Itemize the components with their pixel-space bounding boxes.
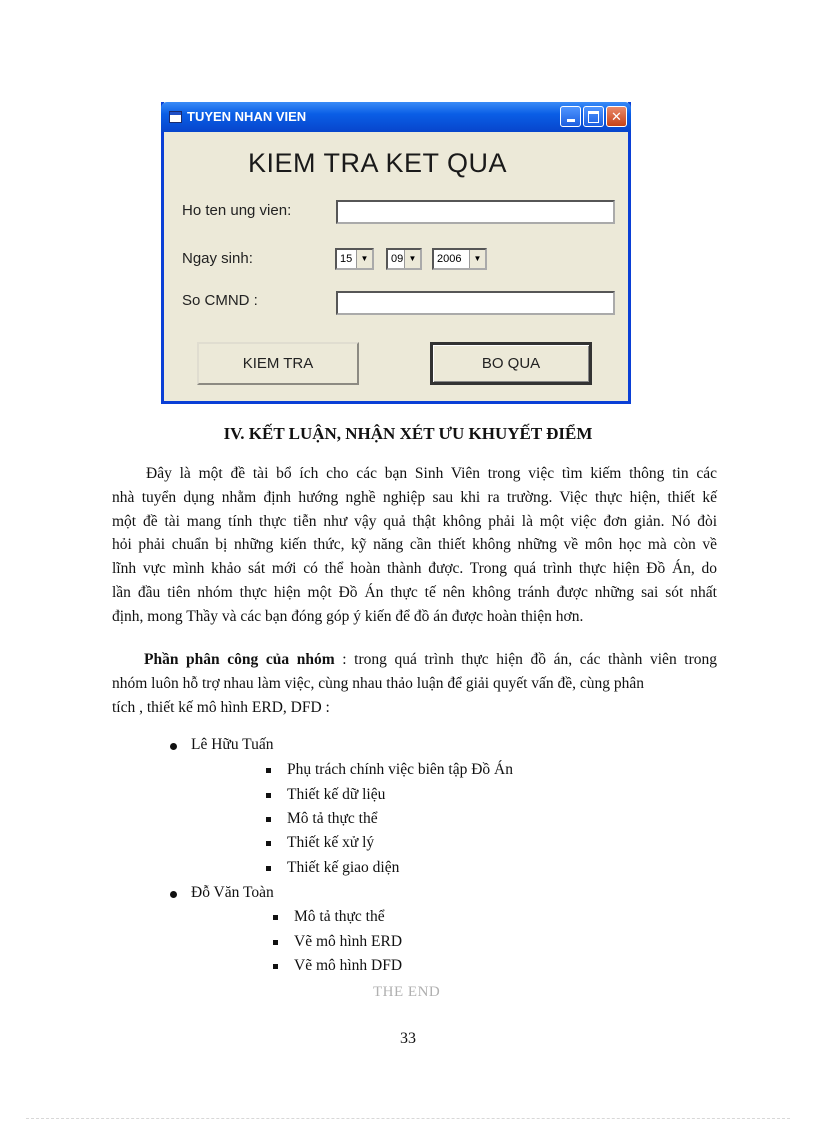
- paragraph-line: Đây là một đề tài bổ ích cho các bạn Sinh Viên trong việc tìm kiếm thông tin các: [146, 465, 717, 482]
- paragraph-text: : trong quá trình thực hiện đồ án, các thành viên trong: [342, 651, 718, 668]
- bullet-dot-icon: [170, 743, 177, 750]
- page-number: 33: [400, 1030, 416, 1047]
- id-label: So CMND :: [182, 292, 258, 309]
- paragraph-2: [112, 648, 717, 719]
- day-value: 15: [340, 253, 353, 265]
- paragraph-line: tích , thiết kế mô hình ERD, DFD :: [112, 698, 330, 716]
- skip-button[interactable]: BO QUA: [430, 342, 592, 385]
- bullet-square-icon: [273, 940, 278, 945]
- paragraph-1: [112, 462, 717, 629]
- bullet-square-icon: [266, 866, 271, 871]
- form-heading: KIEM TRA KET QUA: [248, 148, 508, 178]
- task-item: Mô tả thực thể: [287, 810, 378, 827]
- task-item: Thiết kế xử lý: [287, 834, 375, 851]
- chevron-down-icon: ▼: [404, 250, 420, 268]
- task-item: Vẽ mô hình ERD: [294, 933, 403, 950]
- paragraph-line: lần đầu tiên nhóm thực hiện một Đồ Án thực tế nên không tránh được những sai sót nhất: [112, 583, 717, 601]
- member-name: Đỗ Văn Toàn: [191, 884, 274, 901]
- month-value: 09: [391, 253, 404, 265]
- bullet-square-icon: [273, 964, 278, 969]
- paragraph-line: nhà tuyển dụng nhằm định hướng nghề nghiệp sau khi ra trường. Việc thực hiện, thiết kế: [112, 488, 717, 506]
- section-title: IV. KẾT LUẬN, NHẬN XÉT ƯU KHUYẾT ĐIỂM: [223, 424, 593, 443]
- bullet-square-icon: [266, 817, 271, 822]
- year-select[interactable]: [432, 248, 487, 270]
- close-icon[interactable]: ✕: [606, 106, 627, 127]
- task-item: Vẽ mô hình DFD: [294, 957, 403, 974]
- division-of-work-lead: Phần phân công của nhóm: [144, 651, 335, 668]
- bullet-square-icon: [266, 768, 271, 773]
- bullet-square-icon: [266, 841, 271, 846]
- name-input[interactable]: [336, 200, 615, 224]
- member-name: Lê Hữu Tuấn: [191, 736, 274, 753]
- bullet-square-icon: [273, 915, 278, 920]
- chevron-down-icon: ▼: [356, 250, 372, 268]
- check-button[interactable]: KIEM TRA: [197, 342, 359, 385]
- paragraph-line: định, mong Thầy và các bạn đóng góp ý kiến để đồ án được hoàn thiện hơn.: [112, 607, 584, 625]
- dialog-window: [161, 102, 631, 404]
- task-item: Thiết kế dữ liệu: [287, 786, 386, 803]
- the-end-text: THE END: [373, 984, 441, 1000]
- chevron-down-icon: ▼: [469, 250, 485, 268]
- bullet-dot-icon: [170, 891, 177, 898]
- month-select[interactable]: [386, 248, 422, 270]
- paragraph-line: một đề tài mang tính thực tiễn như vậy quả thật không phải là một việc đơn giản. Nó đòi: [112, 512, 717, 530]
- year-value: 2006: [437, 253, 462, 265]
- id-input[interactable]: [336, 291, 615, 315]
- minimize-icon[interactable]: [560, 106, 581, 127]
- footer-divider: [26, 1118, 790, 1119]
- title-bar: [161, 102, 631, 132]
- day-select[interactable]: [335, 248, 374, 270]
- task-item: Mô tả thực thể: [294, 908, 385, 925]
- task-item: Thiết kế giao diện: [287, 859, 400, 876]
- task-item: Phụ trách chính việc biên tập Đồ Án: [287, 761, 513, 778]
- paragraph-line: hỏi phải chuẩn bị những kiến thức, kỹ năng cần thiết không những về môn học mà còn về: [112, 536, 717, 554]
- bullet-square-icon: [266, 793, 271, 798]
- paragraph-line: lĩnh vực mình khảo sát mới có thể hoàn thành được. Trong quá trình thực hiện Đồ Án, do: [112, 560, 717, 578]
- name-label: Ho ten ung vien:: [182, 202, 292, 219]
- paragraph-line: nhóm luôn hỗ trợ nhau làm việc, cùng nhau thảo luận để giải quyết vấn đề, cùng phân: [112, 674, 645, 692]
- window-title: TUYEN NHAN VIEN: [187, 109, 307, 124]
- paragraph-line: [112, 648, 717, 672]
- maximize-icon[interactable]: [583, 106, 604, 127]
- app-window-icon: [169, 111, 182, 123]
- dob-label: Ngay sinh:: [182, 250, 253, 267]
